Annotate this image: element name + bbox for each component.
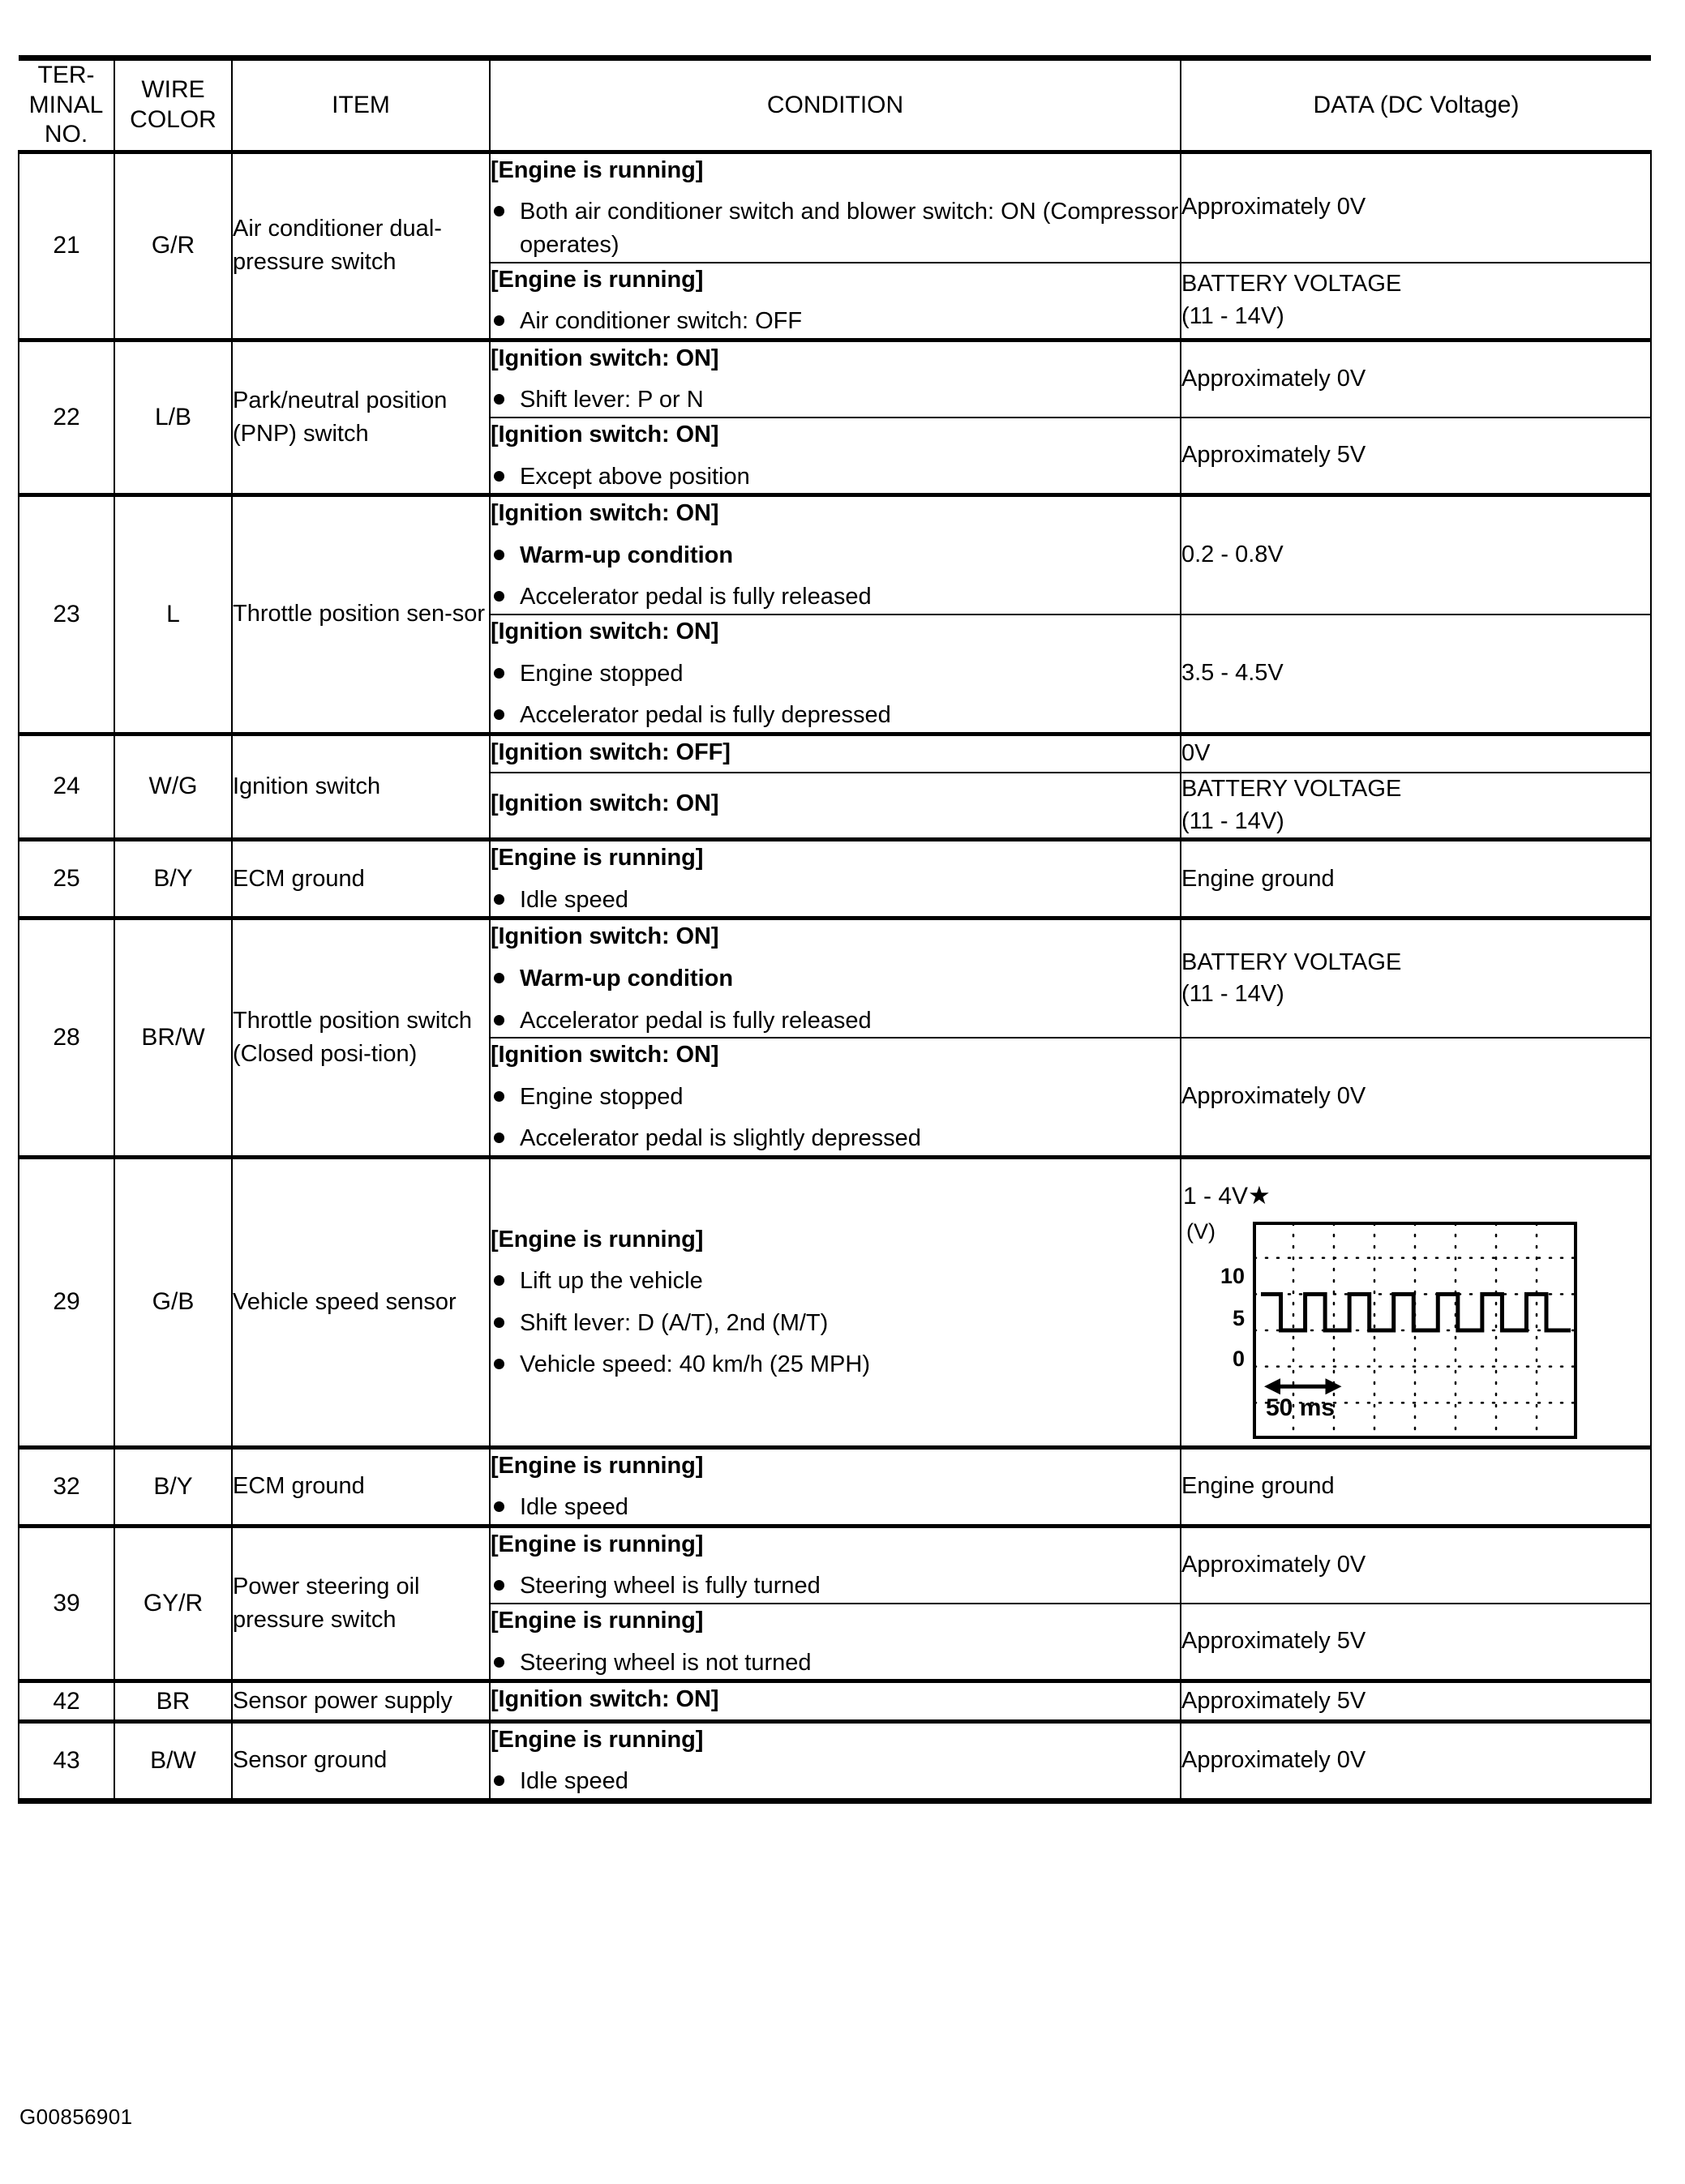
data-value-line: Engine ground: [1181, 865, 1335, 892]
data-value-line: Approximately 0V: [1181, 366, 1366, 392]
condition-cell: [490, 263, 1181, 340]
condition-bullet-text: Accelerator pedal is fully depressed: [520, 702, 891, 729]
waveform-y-axis-label: (V): [1186, 1218, 1216, 1244]
timebase-arrow-icon: [1264, 1378, 1342, 1394]
condition-bullet-list: [491, 305, 1180, 338]
data-value-line: Approximately 0V: [1181, 194, 1366, 221]
bullet-dot-icon: [494, 1317, 504, 1328]
condition-bullet-text: Lift up the vehicle: [520, 1268, 703, 1295]
condition-bullet-text: Accelerator pedal is slightly depressed: [520, 1125, 921, 1152]
table-row: [19, 1157, 1651, 1447]
item-cell: Vehicle speed sensor: [232, 1157, 490, 1447]
condition-bullet-list: [491, 1647, 1180, 1680]
data-value-line: Approximately 0V: [1181, 1083, 1366, 1110]
condition-heading: [Ignition switch: ON]: [491, 500, 719, 527]
condition-cell: [490, 919, 1181, 1038]
condition-bullet-list: [491, 1081, 1180, 1155]
condition-cell: [490, 1038, 1181, 1157]
condition-bullet: [491, 1348, 1180, 1381]
terminal-no-cell: 25: [19, 840, 114, 919]
bullet-dot-icon: [494, 1580, 504, 1591]
bullet-dot-icon: [494, 1015, 504, 1026]
data-value-line: BATTERY VOLTAGE: [1181, 776, 1402, 803]
data-value-line: Approximately 5V: [1181, 1628, 1366, 1655]
data-cell: [1181, 1604, 1651, 1681]
bullet-dot-icon: [494, 973, 504, 983]
terminal-no-cell: 21: [19, 152, 114, 340]
bullet-dot-icon: [494, 394, 504, 405]
header-wire-color: [114, 58, 232, 152]
table-row: [19, 1721, 1651, 1801]
table-body: [19, 152, 1651, 1801]
bullet-dot-icon: [494, 1133, 504, 1143]
wire-color-cell: B/Y: [114, 1447, 232, 1526]
wire-color-cell: L/B: [114, 340, 232, 495]
condition-bullet-text: Vehicle speed: 40 km/h (25 MPH): [520, 1351, 870, 1378]
bullet-dot-icon: [494, 591, 504, 602]
condition-cell: [490, 1721, 1181, 1801]
condition-bullet-text: Warm-up condition: [520, 542, 734, 568]
condition-heading: [Engine is running]: [491, 1531, 704, 1557]
data-cell: [1181, 1681, 1651, 1722]
data-cell: [1181, 418, 1651, 495]
condition-bullet-list: [491, 1569, 1180, 1603]
data-cell: [1181, 615, 1651, 734]
condition-bullet: [491, 1081, 1180, 1114]
condition-heading: [Ignition switch: ON]: [491, 1686, 719, 1713]
condition-bullet: [491, 580, 1180, 614]
wire-color-cell: L: [114, 495, 232, 734]
condition-heading: [Ignition switch: ON]: [491, 618, 719, 644]
condition-bullet: [491, 1491, 1180, 1524]
condition-bullet: [491, 1569, 1180, 1603]
terminal-no-cell: 32: [19, 1447, 114, 1526]
item-cell: ECM ground: [232, 840, 490, 919]
condition-bullet-text: Air conditioner switch: OFF: [520, 308, 803, 335]
table-row: [19, 734, 1651, 773]
table-row: [19, 495, 1651, 615]
condition-heading: [Engine is running]: [491, 1226, 704, 1253]
condition-cell: [490, 773, 1181, 839]
condition-heading: [Ignition switch: ON]: [491, 345, 719, 371]
condition-bullet: [491, 1307, 1180, 1340]
condition-bullet-text: Engine stopped: [520, 660, 684, 687]
condition-bullet: [491, 1265, 1180, 1298]
wire-color-cell: B/W: [114, 1721, 232, 1801]
terminal-no-cell: 28: [19, 919, 114, 1158]
waveform-y-tick-label: 5: [1232, 1305, 1245, 1330]
condition-bullet-text: Idle speed: [520, 1494, 628, 1521]
condition-cell: [490, 734, 1181, 773]
header-wire-color-line2: COLOR: [130, 105, 217, 133]
condition-bullet-list: [491, 1765, 1180, 1798]
bullet-dot-icon: [494, 1359, 504, 1369]
table-row: [19, 1526, 1651, 1604]
bullet-dot-icon: [494, 709, 504, 720]
data-value-line: Approximately 5V: [1181, 1687, 1366, 1714]
item-cell: Power steering oil pressure switch: [232, 1526, 490, 1681]
condition-bullet-list: [491, 195, 1180, 261]
table-row: [19, 1681, 1651, 1722]
data-value-line: Approximately 0V: [1181, 1552, 1366, 1578]
bullet-dot-icon: [494, 668, 504, 679]
condition-bullet-list: [491, 460, 1180, 494]
condition-heading: [Ignition switch: ON]: [491, 421, 719, 448]
bullet-dot-icon: [494, 1501, 504, 1512]
table-header: [19, 58, 1651, 152]
wire-color-cell: BR: [114, 1681, 232, 1722]
data-value-line: 0.2 - 0.8V: [1181, 542, 1284, 568]
data-cell: [1181, 773, 1651, 839]
data-value-line: Engine ground: [1181, 1473, 1335, 1500]
condition-cell: [490, 1447, 1181, 1526]
data-cell: [1181, 1447, 1651, 1526]
wire-color-cell: G/R: [114, 152, 232, 340]
data-cell: [1181, 340, 1651, 418]
condition-bullet-text: Idle speed: [520, 886, 628, 913]
waveform-voltage-spec: [1183, 1179, 1650, 1214]
condition-bullet-text: Accelerator pedal is fully released: [520, 1007, 872, 1034]
table-row: [19, 840, 1651, 919]
condition-bullet-text: Idle speed: [520, 1768, 628, 1795]
data-cell: [1181, 263, 1651, 340]
item-cell: Sensor ground: [232, 1721, 490, 1801]
condition-heading: [Ignition switch: ON]: [491, 790, 719, 817]
bullet-dot-icon: [494, 1775, 504, 1786]
terminal-no-cell: 23: [19, 495, 114, 734]
condition-cell: [490, 1526, 1181, 1604]
table-row: [19, 919, 1651, 1038]
condition-bullet: [491, 195, 1180, 261]
condition-heading: [Engine is running]: [491, 845, 704, 871]
data-value-line: Approximately 0V: [1181, 1747, 1366, 1774]
condition-bullet-text: Warm-up condition: [520, 965, 734, 991]
condition-bullet: [491, 699, 1180, 732]
terminal-no-cell: 42: [19, 1681, 114, 1722]
condition-cell: [490, 1157, 1181, 1447]
item-cell: ECM ground: [232, 1447, 490, 1526]
data-value-line: (11 - 14V): [1181, 302, 1284, 329]
header-terminal-no-line2: MINAL: [28, 91, 104, 118]
terminal-no-cell: 24: [19, 734, 114, 839]
condition-cell: [490, 840, 1181, 919]
condition-bullet-list: [491, 1265, 1180, 1381]
header-wire-color-line1: WIRE: [141, 76, 205, 104]
condition-bullet: [491, 657, 1180, 691]
condition-bullet: [491, 962, 1180, 996]
data-value-line: 0V: [1181, 740, 1211, 767]
condition-bullet: [491, 383, 1180, 417]
header-item: ITEM: [232, 58, 490, 152]
condition-heading: [Engine is running]: [491, 156, 704, 183]
condition-bullet-list: [491, 539, 1180, 614]
header-terminal-no: [19, 58, 114, 152]
terminal-no-cell: 22: [19, 340, 114, 495]
wire-color-cell: G/B: [114, 1157, 232, 1447]
header-terminal-no-line3: NO.: [44, 121, 88, 148]
ecm-terminal-spec-table: [18, 55, 1652, 1804]
condition-bullet: [491, 460, 1180, 494]
header-condition: CONDITION: [490, 58, 1181, 152]
data-value-line: (11 - 14V): [1181, 981, 1284, 1008]
star-marker-icon: ★: [1248, 1180, 1270, 1210]
waveform-plot: [1253, 1222, 1577, 1439]
condition-bullet: [491, 1122, 1180, 1155]
terminal-no-cell: 39: [19, 1526, 114, 1681]
condition-bullet-list: [491, 962, 1180, 1037]
data-cell: [1181, 495, 1651, 615]
condition-bullet: [491, 884, 1180, 917]
data-value-line: BATTERY VOLTAGE: [1181, 949, 1402, 975]
item-cell: Ignition switch: [232, 734, 490, 839]
data-cell: [1181, 840, 1651, 919]
bullet-dot-icon: [494, 471, 504, 482]
bullet-dot-icon: [494, 315, 504, 326]
waveform-figure: [1181, 1174, 1650, 1445]
condition-bullet-text: Shift lever: D (A/T), 2nd (M/T): [520, 1309, 829, 1336]
data-cell: [1181, 1038, 1651, 1157]
data-cell: [1181, 1721, 1651, 1801]
condition-bullet-text: Engine stopped: [520, 1083, 684, 1110]
condition-cell: [490, 418, 1181, 495]
condition-bullet-list: [491, 383, 1180, 417]
condition-cell: [490, 495, 1181, 615]
condition-bullet-list: [491, 884, 1180, 917]
data-cell: [1181, 1157, 1651, 1447]
data-value-line: BATTERY VOLTAGE: [1181, 271, 1402, 298]
condition-heading: [Engine is running]: [491, 1452, 704, 1479]
item-cell: Throttle position switch (Closed posi-tion): [232, 919, 490, 1158]
data-value-line: Approximately 5V: [1181, 442, 1366, 469]
data-cell: [1181, 734, 1651, 773]
table-row: [19, 152, 1651, 262]
condition-bullet: [491, 539, 1180, 572]
data-cell: [1181, 152, 1651, 262]
wire-color-cell: BR/W: [114, 919, 232, 1158]
condition-bullet-text: Accelerator pedal is fully released: [520, 584, 872, 610]
bullet-dot-icon: [494, 894, 504, 905]
condition-bullet-text: Except above position: [520, 463, 750, 490]
timebase-label: 50 ms: [1266, 1394, 1336, 1421]
wire-color-cell: W/G: [114, 734, 232, 839]
condition-heading: [Ignition switch: ON]: [491, 923, 719, 950]
figure-reference-code: G00856901: [19, 2105, 133, 2129]
item-cell: Park/neutral position (PNP) switch: [232, 340, 490, 495]
condition-heading: [Engine is running]: [491, 1726, 704, 1753]
item-cell: Throttle position sen-sor: [232, 495, 490, 734]
data-value-line: 3.5 - 4.5V: [1181, 660, 1284, 687]
oscilloscope-display: [1186, 1218, 1577, 1439]
condition-cell: [490, 340, 1181, 418]
condition-bullet: [491, 1647, 1180, 1680]
header-data: DATA (DC Voltage): [1181, 58, 1651, 152]
condition-cell: [490, 1604, 1181, 1681]
condition-bullet-list: [491, 1491, 1180, 1524]
condition-heading: [Engine is running]: [491, 1608, 704, 1634]
terminal-no-cell: 29: [19, 1157, 114, 1447]
condition-cell: [490, 152, 1181, 262]
condition-bullet: [491, 1004, 1180, 1038]
wire-color-cell: GY/R: [114, 1526, 232, 1681]
data-cell: [1181, 1526, 1651, 1604]
terminal-no-cell: 43: [19, 1721, 114, 1801]
table-row: [19, 1447, 1651, 1526]
bullet-dot-icon: [494, 1275, 504, 1286]
condition-bullet-text: Steering wheel is fully turned: [520, 1573, 821, 1599]
bullet-dot-icon: [494, 1091, 504, 1102]
condition-bullet-text: Shift lever: P or N: [520, 387, 704, 413]
condition-bullet-text: Both air conditioner switch and blower switch: ON (Compressor operates): [520, 199, 1179, 258]
condition-cell: [490, 615, 1181, 734]
header-terminal-no-line1: TER-: [37, 62, 95, 88]
condition-bullet: [491, 305, 1180, 338]
bullet-dot-icon: [494, 550, 504, 560]
condition-heading: [Engine is running]: [491, 266, 704, 293]
data-value-line: (11 - 14V): [1181, 807, 1284, 834]
waveform-y-tick-label: 0: [1232, 1346, 1245, 1371]
condition-bullet-text: Steering wheel is not turned: [520, 1649, 812, 1676]
condition-bullet-list: [491, 657, 1180, 732]
condition-bullet: [491, 1765, 1180, 1798]
bullet-dot-icon: [494, 206, 504, 216]
item-cell: Air conditioner dual-pressure switch: [232, 152, 490, 340]
waveform-y-tick-label: 10: [1220, 1263, 1245, 1288]
condition-cell: [490, 1681, 1181, 1722]
bullet-dot-icon: [494, 1657, 504, 1668]
condition-heading: [Ignition switch: OFF]: [491, 739, 731, 765]
data-cell: [1181, 919, 1651, 1038]
table-row: [19, 340, 1651, 418]
item-cell: Sensor power supply: [232, 1681, 490, 1722]
voltage-spec-text: 1 - 4V: [1183, 1182, 1249, 1210]
header-row: [19, 58, 1651, 152]
condition-heading: [Ignition switch: ON]: [491, 1042, 719, 1068]
wire-color-cell: B/Y: [114, 840, 232, 919]
